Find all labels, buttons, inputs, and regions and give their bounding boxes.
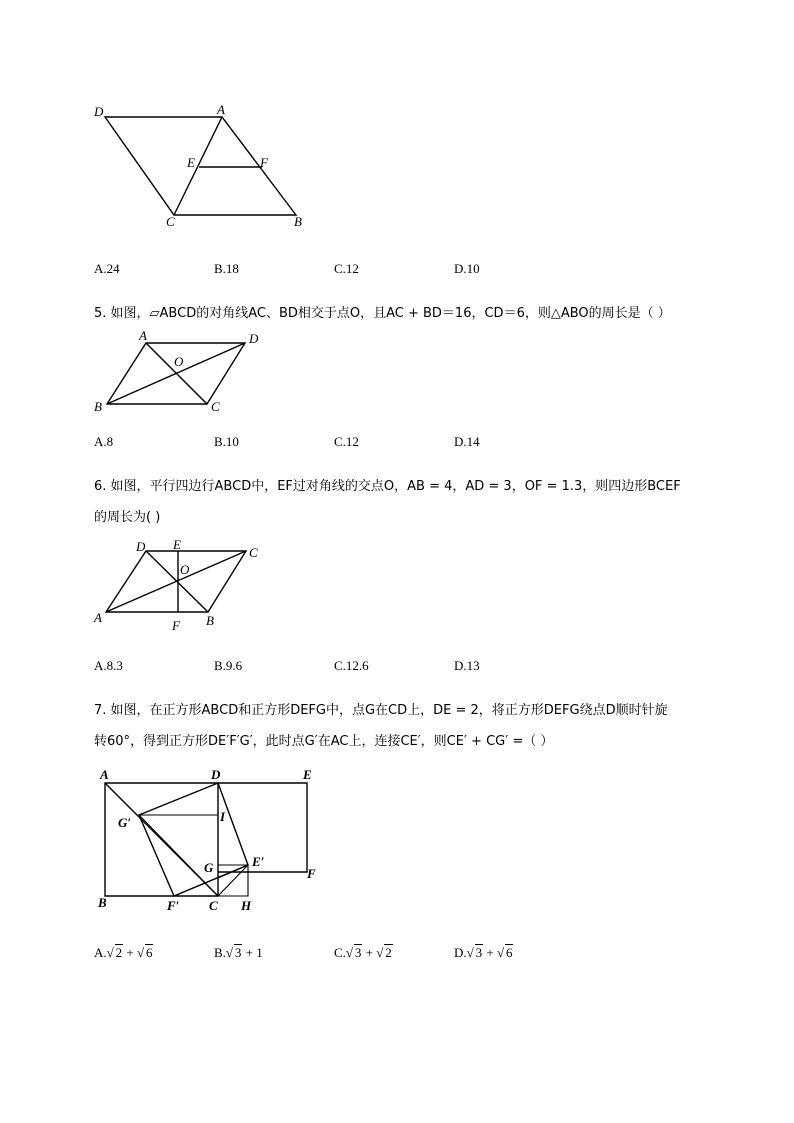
option-c-radicand-1: 3 bbox=[354, 945, 362, 960]
label-a: A bbox=[217, 102, 225, 117]
option-a[interactable]: A.24 bbox=[94, 261, 120, 276]
option-b[interactable]: B.9.6 bbox=[214, 658, 243, 673]
label-e: E bbox=[187, 155, 195, 170]
sqrt-symbol bbox=[467, 945, 484, 961]
label-f: F bbox=[260, 155, 268, 170]
option-c-operator: + bbox=[365, 945, 374, 960]
label-a: A bbox=[94, 610, 102, 625]
label-d: D bbox=[249, 331, 259, 346]
question-6-text-line2: 的周长为( ) bbox=[94, 510, 161, 525]
question-5-text: 5. 如图，▱ABCD的对角线AC、BD相交于点O，且AC + BD＝16，CD＝6，则△ABO的周长是（ ） bbox=[94, 306, 671, 321]
option-d[interactable]: D.10 bbox=[454, 261, 480, 276]
option-d-radicand-1: 3 bbox=[475, 945, 483, 960]
label-h: H bbox=[241, 898, 252, 913]
label-i: I bbox=[220, 809, 226, 824]
sqrt-symbol bbox=[107, 945, 124, 961]
option-c[interactable]: C.12 bbox=[334, 434, 359, 449]
label-c: C bbox=[249, 545, 258, 560]
label-c: C bbox=[211, 399, 220, 414]
label-b: B bbox=[206, 613, 214, 628]
option-d[interactable]: D.13 bbox=[454, 658, 480, 673]
option-b[interactable]: B.18 bbox=[214, 261, 239, 276]
label-o: O bbox=[180, 562, 190, 577]
label-b: B bbox=[94, 399, 102, 414]
option-a[interactable]: A.8 bbox=[94, 434, 114, 449]
sqrt-symbol bbox=[497, 945, 514, 961]
question-6-text-line1: 6. 如图，平行四边行ABCD中，EF过对角线的交点O，AB = 4，AD = 3，OF = 1.3，则四边形BCEF bbox=[94, 479, 681, 494]
option-d[interactable] bbox=[454, 945, 513, 961]
option-c-prefix: C. bbox=[334, 945, 346, 960]
option-d-radicand-2: 6 bbox=[505, 945, 513, 960]
option-a[interactable] bbox=[94, 945, 153, 961]
label-g: G bbox=[204, 860, 214, 875]
label-c: C bbox=[209, 898, 218, 913]
option-a-radicand-1: 2 bbox=[115, 945, 123, 960]
sqrt-symbol bbox=[137, 945, 154, 961]
option-b[interactable] bbox=[214, 945, 263, 961]
label-f-prime: F′ bbox=[167, 898, 180, 913]
option-c[interactable]: C.12 bbox=[334, 261, 359, 276]
label-g-prime: G′ bbox=[118, 815, 132, 830]
label-f: F bbox=[307, 866, 316, 881]
label-d: D bbox=[211, 767, 221, 782]
label-d: D bbox=[94, 104, 104, 119]
option-d-prefix: D. bbox=[454, 945, 467, 960]
option-a-prefix: A. bbox=[94, 945, 107, 960]
option-b-radicand-1: 3 bbox=[234, 945, 242, 960]
option-c[interactable] bbox=[334, 945, 393, 961]
square-de-f-g-rotated bbox=[139, 783, 248, 896]
option-d-operator: + bbox=[486, 945, 494, 960]
label-a: A bbox=[139, 328, 147, 343]
label-e-prime: E′ bbox=[252, 854, 265, 869]
question-7-text-line1: 7. 如图，在正方形ABCD和正方形DEFG中，点G在CD上，DE = 2，将正方形DEFG绕点D顺时针旋 bbox=[94, 703, 668, 718]
sqrt-symbol bbox=[346, 945, 363, 961]
option-c-radicand-2: 2 bbox=[385, 945, 392, 960]
label-b: B bbox=[294, 214, 302, 229]
option-b[interactable]: B.10 bbox=[214, 434, 239, 449]
label-o: O bbox=[174, 354, 184, 369]
label-a: A bbox=[100, 767, 109, 782]
option-a-operator: + bbox=[126, 945, 134, 960]
sqrt-symbol bbox=[226, 945, 243, 961]
option-c[interactable]: C.12.6 bbox=[334, 658, 369, 673]
sqrt-symbol bbox=[376, 945, 393, 961]
label-c: C bbox=[166, 214, 175, 229]
label-b: B bbox=[98, 895, 107, 910]
option-a[interactable]: A.8.3 bbox=[94, 658, 123, 673]
option-d[interactable]: D.14 bbox=[454, 434, 480, 449]
option-b-operator: + 1 bbox=[245, 945, 263, 960]
label-f: F bbox=[172, 618, 180, 633]
question-7-text-line2: 转60°，得到正方形DE′F′G′，此时点G′在AC上，连接CE′，则CE′ + CG′ =（ ） bbox=[94, 734, 554, 749]
segment-g-c bbox=[139, 815, 218, 896]
option-a-radicand-2: 6 bbox=[145, 945, 153, 960]
label-d: D bbox=[136, 539, 146, 554]
label-e: E bbox=[303, 767, 312, 782]
segment-c-e bbox=[218, 865, 248, 896]
option-b-prefix: B. bbox=[214, 945, 226, 960]
label-e: E bbox=[173, 537, 181, 552]
